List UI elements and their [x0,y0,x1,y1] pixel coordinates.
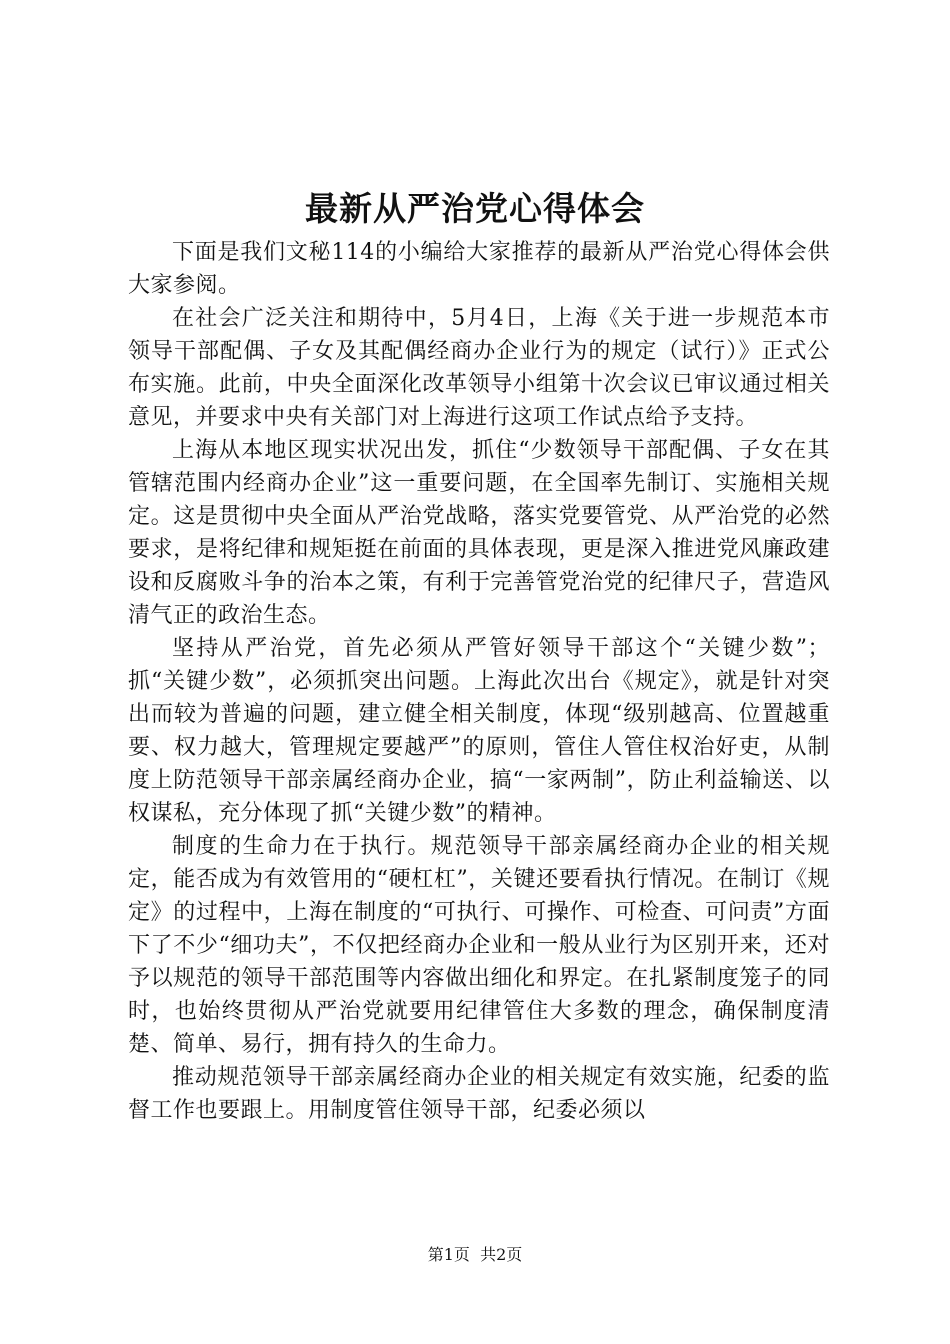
paragraph: 坚持从严治党，首先必须从严管好领导干部这个“关键少数”；抓“关键少数”，必须抓突出问题。上海此次出台《规定》，就是针对突出而较为普遍的问题，建立健全相关制度，体现“级别越高、位置越重要、权力越大，管理规定要越严”的原则，管住人管住权治好吏，从制度上防范领导干部亲属经商办企业，搞“一家两制”，防止利益输送、以权谋私，充分体现了抓“关键少数”的精神。 [128,636,830,826]
page-total: 共2页 [480,1245,523,1264]
page-footer [0,1244,950,1266]
paragraph: 制度的生命力在于执行。规范领导干部亲属经商办企业的相关规定，能否成为有效管用的“硬杠杠”，关键还要看执行情况。在制订《规定》的过程中，上海在制度的“可执行、可操作、可检查、可问责”方面下了不少“细功夫”，不仅把经商办企业和一般从业行为区别开来，还对予以规范的领导干部范围等内容做出细化和界定。在扎紧制度笼子的同时，也始终贯彻从严治党就要用纪律管住大多数的理念，确保制度清楚、简单、易行，拥有持久的生命力。 [128,834,830,1057]
document-title: 最新从严治党心得体会 [305,189,645,228]
document-body [128,236,830,1127]
page-number: 第1页 [427,1245,470,1264]
paragraph: 推动规范领导干部亲属经商办企业的相关规定有效实施，纪委的监督工作也要跟上。用制度管住领导干部，纪委必须以 [128,1065,830,1123]
paragraph: 上海从本地区现实状况出发，抓住“少数领导干部配偶、子女在其管辖范围内经商办企业”这一重要问题，在全国率先制订、实施相关规定。这是贯彻中央全面从严治党战略，落实党要管党、从严治党的必然要求，是将纪律和规矩挺在前面的具体表现，更是深入推进党风廉政建设和反腐败斗争的治本之策，有利于完善管党治党的纪律尺子，营造风清气正的政治生态。 [128,438,830,628]
paragraph: 在社会广泛关注和期待中，5月4日，上海《关于进一步规范本市领导干部配偶、子女及其配偶经商办企业行为的规定（试行）》正式公布实施。此前，中央全面深化改革领导小组第十次会议已审议通过相关意见，并要求中央有关部门对上海进行这项工作试点给予支持。 [128,306,830,430]
paragraph: 下面是我们文秘114的小编给大家推荐的最新从严治党心得体会供大家参阅。 [128,240,830,298]
